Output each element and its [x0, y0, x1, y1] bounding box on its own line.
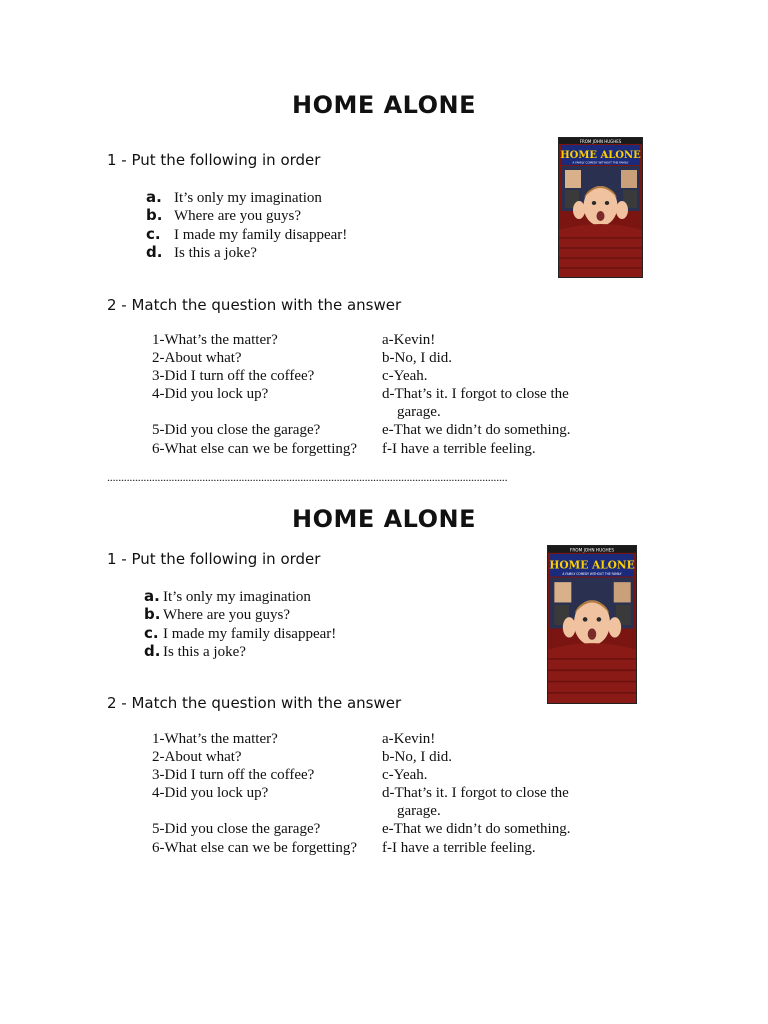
- answer-line: a-Kevin!: [382, 332, 436, 348]
- item-letter: a.: [146, 188, 162, 206]
- item-letter: b.: [144, 605, 161, 624]
- answer-line: f-I have a terrible feeling.: [382, 440, 536, 457]
- list-item: [144, 605, 336, 623]
- part1-heading: 1 - Put the following in order: [107, 151, 321, 169]
- page-title: HOME ALONE: [291, 91, 476, 119]
- cut-line-separator: ...............................................................................................................................................: [107, 470, 508, 482]
- poster-tagline: A FAMILY COMEDY WITHOUT THE FAMILY: [572, 160, 629, 165]
- item-text: Is this a joke?: [174, 244, 257, 261]
- item-text: It’s only my imagination: [174, 190, 322, 206]
- question-line: 2-About what?: [152, 350, 242, 367]
- answer-line: garage.: [397, 404, 441, 421]
- list-item: [144, 642, 336, 660]
- order-list: [144, 587, 336, 660]
- list-item: [146, 243, 347, 261]
- poster-top-text: FROM JOHN HUGHES: [579, 139, 622, 144]
- question-line: 6-What else can we be forgetting?: [152, 440, 358, 457]
- item-letter: b.: [146, 206, 163, 225]
- item-letter: c.: [144, 623, 159, 642]
- question-line: 5-Did you close the garage?: [152, 821, 321, 838]
- question-line: [152, 404, 357, 422]
- answer-line: a-Kevin!: [382, 731, 436, 747]
- question-line: 1-What’s the matter?: [152, 332, 278, 348]
- question-line: 2-About what?: [152, 749, 242, 766]
- question-line: 4-Did you lock up?: [152, 785, 269, 802]
- answer-line: e-That we didn’t do something.: [382, 821, 571, 838]
- page-title: HOME ALONE: [291, 505, 476, 533]
- item-text: I made my family disappear!: [163, 625, 337, 642]
- question-line: 3-Did I turn off the coffee?: [152, 767, 315, 784]
- movie-poster-image: [558, 137, 643, 278]
- answer-line: garage.: [397, 803, 441, 820]
- poster-logo: HOME ALONE: [560, 150, 641, 161]
- item-letter: c.: [146, 224, 161, 243]
- list-item: [146, 225, 347, 243]
- question-line: 5-Did you close the garage?: [152, 422, 321, 439]
- answer-line: d-That’s it. I forgot to close the: [382, 386, 569, 403]
- order-list: [146, 188, 347, 261]
- poster-top-text: FROM JOHN HUGHES: [569, 548, 615, 554]
- question-line: 4-Did you lock up?: [152, 386, 269, 403]
- list-item: [144, 587, 336, 605]
- answer-line: c-Yeah.: [382, 767, 428, 784]
- answer-line: b-No, I did.: [382, 350, 452, 367]
- item-text: I made my family disappear!: [174, 226, 348, 243]
- question-line: 3-Did I turn off the coffee?: [152, 368, 315, 385]
- answer-line: d-That’s it. I forgot to close the: [382, 785, 569, 802]
- answer-line: e-That we didn’t do something.: [382, 422, 571, 439]
- item-text: It’s only my imagination: [163, 589, 311, 605]
- part2-heading: 2 - Match the question with the answer: [107, 694, 402, 712]
- questions-column: [152, 731, 357, 858]
- item-text: Where are you guys?: [174, 208, 302, 225]
- poster-art: [559, 138, 642, 277]
- item-letter: d.: [144, 641, 161, 660]
- movie-poster-image: [547, 545, 637, 704]
- question-line: [152, 803, 357, 821]
- poster-tagline: A FAMILY COMEDY WITHOUT THE FAMILY: [562, 571, 622, 576]
- question-line: 1-What’s the matter?: [152, 731, 278, 747]
- poster-art: [548, 546, 636, 703]
- item-letter: d.: [146, 242, 163, 261]
- answers-column: [382, 332, 570, 459]
- questions-column: [152, 332, 357, 459]
- part1-heading: 1 - Put the following in order: [107, 550, 321, 568]
- question-line: 6-What else can we be forgetting?: [152, 839, 358, 856]
- list-item: [146, 188, 347, 206]
- part2-heading: 2 - Match the question with the answer: [107, 296, 402, 314]
- list-item: [144, 624, 336, 642]
- list-item: [146, 206, 347, 224]
- item-letter: a.: [144, 587, 160, 605]
- answer-line: c-Yeah.: [382, 368, 428, 385]
- item-text: Where are you guys?: [163, 607, 291, 624]
- answer-line: b-No, I did.: [382, 749, 452, 766]
- item-text: Is this a joke?: [163, 643, 246, 660]
- answers-column: [382, 731, 570, 858]
- poster-logo: HOME ALONE: [549, 558, 635, 572]
- answer-line: f-I have a terrible feeling.: [382, 839, 536, 856]
